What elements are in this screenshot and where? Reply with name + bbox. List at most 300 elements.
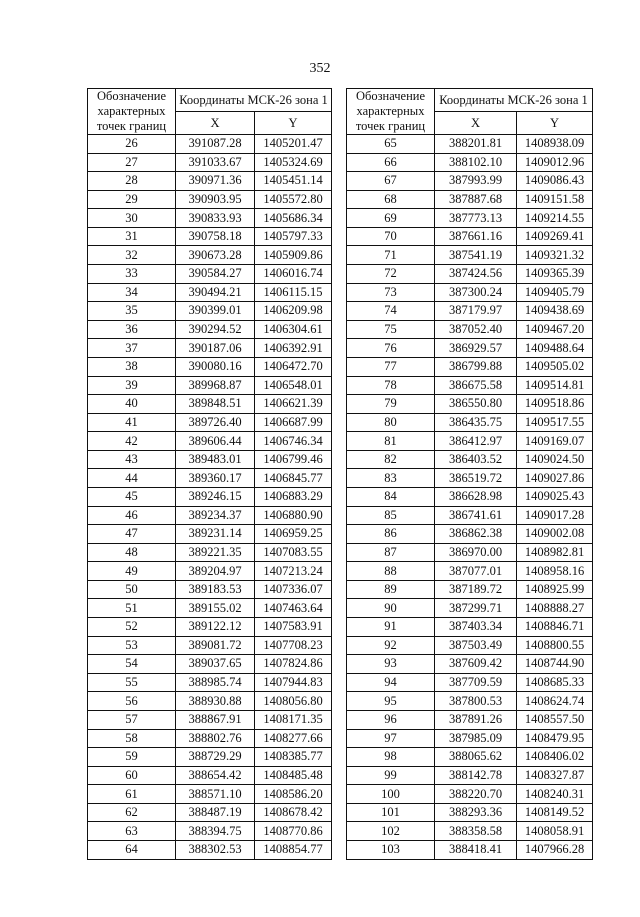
y-value-cell: 1409269.41 [517,227,593,246]
y-value-cell: 1406959.25 [255,525,332,544]
table-row [347,840,593,859]
y-value-cell: 1409024.50 [517,450,593,469]
x-header: X [435,112,517,135]
y-value-cell: 1405686.34 [255,209,332,228]
table-row [88,822,332,841]
table-row [88,190,332,209]
x-value-cell: 389246.15 [176,487,255,506]
y-value-cell: 1408327.87 [517,766,593,785]
x-value-cell: 388394.75 [176,822,255,841]
table-row [88,172,332,191]
point-id-cell: 90 [347,599,435,618]
table-row [88,376,332,395]
x-value-cell: 388358.58 [435,822,517,841]
table-row [88,320,332,339]
table-row [88,469,332,488]
y-value-cell: 1406472.70 [255,357,332,376]
y-value-cell: 1408485.48 [255,766,332,785]
point-label-header: Обозначение характерных точек границ [347,89,435,135]
y-value-cell: 1407213.24 [255,562,332,581]
x-value-cell: 387800.53 [435,692,517,711]
x-value-cell: 387993.99 [435,172,517,191]
point-id-cell: 70 [347,227,435,246]
table-row [88,153,332,172]
y-value-cell: 1409467.20 [517,320,593,339]
x-value-cell: 387424.56 [435,265,517,284]
table-row [88,450,332,469]
y-value-cell: 1408479.95 [517,729,593,748]
table-row [88,580,332,599]
y-value-cell: 1409002.08 [517,525,593,544]
x-value-cell: 389122.12 [176,618,255,637]
x-value-cell: 390080.16 [176,357,255,376]
x-value-cell: 389848.51 [176,395,255,414]
x-value-cell: 386929.57 [435,339,517,358]
table-row [88,413,332,432]
point-id-cell: 98 [347,748,435,767]
x-value-cell: 389606.44 [176,432,255,451]
x-value-cell: 388102.10 [435,153,517,172]
x-value-cell: 387403.34 [435,618,517,637]
table-row [88,506,332,525]
table-row [347,153,593,172]
point-id-cell: 47 [88,525,176,544]
y-value-cell: 1405909.86 [255,246,332,265]
x-value-cell: 390187.06 [176,339,255,358]
x-header: X [176,112,255,135]
page-number: 352 [309,61,331,76]
y-value-cell: 1408678.42 [255,803,332,822]
point-id-cell: 49 [88,562,176,581]
point-id-cell: 60 [88,766,176,785]
table-row [88,636,332,655]
x-value-cell: 388065.62 [435,748,517,767]
table-row [88,227,332,246]
point-id-cell: 27 [88,153,176,172]
x-value-cell: 389231.14 [176,525,255,544]
table-row [88,135,332,154]
point-id-cell: 59 [88,748,176,767]
y-value-cell: 1408744.90 [517,655,593,674]
point-id-cell: 95 [347,692,435,711]
point-id-cell: 55 [88,673,176,692]
table-row [88,655,332,674]
y-value-cell: 1408958.16 [517,562,593,581]
point-id-cell: 51 [88,599,176,618]
y-value-cell: 1406799.46 [255,450,332,469]
table-row [88,283,332,302]
point-id-cell: 93 [347,655,435,674]
x-value-cell: 388418.41 [435,840,517,859]
y-value-cell: 1406392.91 [255,339,332,358]
table-row [347,506,593,525]
table-row [347,543,593,562]
coords-header: Координаты МСК-26 зона 1 [176,89,332,112]
table-row [347,822,593,841]
point-id-cell: 92 [347,636,435,655]
y-value-cell: 1408557.50 [517,710,593,729]
y-value-cell: 1408770.86 [255,822,332,841]
y-value-cell: 1409405.79 [517,283,593,302]
x-value-cell: 388220.70 [435,785,517,804]
x-value-cell: 386970.00 [435,543,517,562]
point-id-cell: 50 [88,580,176,599]
x-value-cell: 387661.16 [435,227,517,246]
table-row [88,766,332,785]
x-value-cell: 387891.26 [435,710,517,729]
point-id-cell: 42 [88,432,176,451]
y-value-cell: 1408888.27 [517,599,593,618]
x-value-cell: 389081.72 [176,636,255,655]
table-row [88,357,332,376]
y-value-cell: 1406746.34 [255,432,332,451]
y-value-cell: 1407966.28 [517,840,593,859]
y-value-cell: 1406845.77 [255,469,332,488]
point-id-cell: 88 [347,562,435,581]
y-value-cell: 1408406.02 [517,748,593,767]
y-value-cell: 1408385.77 [255,748,332,767]
point-id-cell: 73 [347,283,435,302]
x-value-cell: 386675.58 [435,376,517,395]
y-value-cell: 1405797.33 [255,227,332,246]
x-value-cell: 387052.40 [435,320,517,339]
point-id-cell: 26 [88,135,176,154]
point-id-cell: 41 [88,413,176,432]
table-row [347,135,593,154]
y-value-cell: 1408800.55 [517,636,593,655]
x-value-cell: 389037.65 [176,655,255,674]
point-id-cell: 77 [347,357,435,376]
x-value-cell: 386412.97 [435,432,517,451]
point-id-cell: 75 [347,320,435,339]
point-id-cell: 99 [347,766,435,785]
table-row [347,357,593,376]
point-id-cell: 83 [347,469,435,488]
table-row [347,320,593,339]
x-value-cell: 386519.72 [435,469,517,488]
point-id-cell: 74 [347,302,435,321]
point-id-cell: 53 [88,636,176,655]
point-id-cell: 72 [347,265,435,284]
table-row [88,543,332,562]
point-id-cell: 79 [347,395,435,414]
x-value-cell: 388142.78 [435,766,517,785]
x-value-cell: 391033.67 [176,153,255,172]
table-row [347,227,593,246]
x-value-cell: 387077.01 [435,562,517,581]
table-row [347,766,593,785]
y-value-cell: 1409012.96 [517,153,593,172]
y-value-cell: 1409518.86 [517,395,593,414]
x-value-cell: 389155.02 [176,599,255,618]
x-value-cell: 387503.49 [435,636,517,655]
x-value-cell: 388487.19 [176,803,255,822]
x-value-cell: 388293.36 [435,803,517,822]
point-id-cell: 86 [347,525,435,544]
table-row [88,599,332,618]
x-value-cell: 387299.71 [435,599,517,618]
y-value-cell: 1408624.74 [517,692,593,711]
point-id-cell: 84 [347,487,435,506]
y-value-cell: 1409169.07 [517,432,593,451]
table-row [88,803,332,822]
table-row [347,209,593,228]
y-value-cell: 1405572.80 [255,190,332,209]
y-value-cell: 1409027.86 [517,469,593,488]
x-value-cell: 387179.97 [435,302,517,321]
point-id-cell: 30 [88,209,176,228]
table-row [347,618,593,637]
x-value-cell: 387773.13 [435,209,517,228]
y-value-cell: 1409365.39 [517,265,593,284]
point-id-cell: 96 [347,710,435,729]
point-id-cell: 66 [347,153,435,172]
x-value-cell: 388930.88 [176,692,255,711]
table-row [88,692,332,711]
x-value-cell: 388867.91 [176,710,255,729]
y-value-cell: 1405451.14 [255,172,332,191]
table-row [88,395,332,414]
point-id-cell: 34 [88,283,176,302]
table-row [88,432,332,451]
table-row [347,710,593,729]
point-id-cell: 80 [347,413,435,432]
y-value-cell: 1406880.90 [255,506,332,525]
point-id-cell: 78 [347,376,435,395]
point-id-cell: 39 [88,376,176,395]
coordinates-rows-left [88,135,332,860]
y-value-cell: 1408277.66 [255,729,332,748]
point-id-cell: 43 [88,450,176,469]
point-id-cell: 76 [347,339,435,358]
y-value-cell: 1406016.74 [255,265,332,284]
point-id-cell: 63 [88,822,176,841]
table-row [347,525,593,544]
point-id-cell: 89 [347,580,435,599]
x-value-cell: 389234.37 [176,506,255,525]
x-value-cell: 388985.74 [176,673,255,692]
table-row [347,283,593,302]
point-id-cell: 67 [347,172,435,191]
y-value-cell: 1407824.86 [255,655,332,674]
table-row [88,265,332,284]
table-row [88,302,332,321]
y-value-cell: 1409505.02 [517,357,593,376]
x-value-cell: 389483.01 [176,450,255,469]
point-id-cell: 58 [88,729,176,748]
y-value-cell: 1406209.98 [255,302,332,321]
y-value-cell: 1407336.07 [255,580,332,599]
y-value-cell: 1408149.52 [517,803,593,822]
table-row [347,376,593,395]
x-value-cell: 386628.98 [435,487,517,506]
x-value-cell: 388729.29 [176,748,255,767]
table-row [347,302,593,321]
point-id-cell: 32 [88,246,176,265]
table-row [347,450,593,469]
x-value-cell: 389183.53 [176,580,255,599]
point-id-cell: 69 [347,209,435,228]
point-id-cell: 91 [347,618,435,637]
table-row [347,246,593,265]
y-value-cell: 1408058.91 [517,822,593,841]
y-value-cell: 1407083.55 [255,543,332,562]
x-value-cell: 387985.09 [435,729,517,748]
x-value-cell: 388201.81 [435,135,517,154]
table-row [88,673,332,692]
x-value-cell: 388571.10 [176,785,255,804]
x-value-cell: 386435.75 [435,413,517,432]
table-row [347,580,593,599]
x-value-cell: 390584.27 [176,265,255,284]
x-value-cell: 386403.52 [435,450,517,469]
table-row [347,432,593,451]
table-row [88,710,332,729]
coords-header: Координаты МСК-26 зона 1 [435,89,593,112]
x-value-cell: 390758.18 [176,227,255,246]
y-value-cell: 1406883.29 [255,487,332,506]
point-id-cell: 33 [88,265,176,284]
x-value-cell: 390833.93 [176,209,255,228]
y-value-cell: 1408938.09 [517,135,593,154]
x-value-cell: 388802.76 [176,729,255,748]
y-value-cell: 1408846.71 [517,618,593,637]
table-row [88,748,332,767]
point-id-cell: 36 [88,320,176,339]
point-id-cell: 35 [88,302,176,321]
point-id-cell: 56 [88,692,176,711]
y-value-cell: 1407944.83 [255,673,332,692]
y-value-cell: 1407583.91 [255,618,332,637]
y-value-cell: 1408854.77 [255,840,332,859]
y-header: Y [255,112,332,135]
table-row [347,469,593,488]
y-value-cell: 1406621.39 [255,395,332,414]
x-value-cell: 386550.80 [435,395,517,414]
table-row [88,729,332,748]
point-id-cell: 54 [88,655,176,674]
point-id-cell: 85 [347,506,435,525]
y-value-cell: 1409017.28 [517,506,593,525]
point-id-cell: 101 [347,803,435,822]
y-value-cell: 1406548.01 [255,376,332,395]
y-value-cell: 1409514.81 [517,376,593,395]
point-id-cell: 57 [88,710,176,729]
table-row [88,618,332,637]
table-row [347,172,593,191]
x-value-cell: 390399.01 [176,302,255,321]
table-row [347,785,593,804]
x-value-cell: 389204.97 [176,562,255,581]
x-value-cell: 390903.95 [176,190,255,209]
point-id-cell: 103 [347,840,435,859]
x-value-cell: 389726.40 [176,413,255,432]
y-value-cell: 1409025.43 [517,487,593,506]
x-value-cell: 387300.24 [435,283,517,302]
table-row [347,636,593,655]
point-id-cell: 29 [88,190,176,209]
point-id-cell: 37 [88,339,176,358]
point-id-cell: 97 [347,729,435,748]
table-row [347,395,593,414]
y-value-cell: 1409517.55 [517,413,593,432]
x-value-cell: 387609.42 [435,655,517,674]
table-row [347,562,593,581]
x-value-cell: 390971.36 [176,172,255,191]
y-value-cell: 1408240.31 [517,785,593,804]
point-id-cell: 45 [88,487,176,506]
table-row [347,265,593,284]
table-row [347,190,593,209]
table-row [88,487,332,506]
y-value-cell: 1405201.47 [255,135,332,154]
x-value-cell: 386799.88 [435,357,517,376]
table-row [347,655,593,674]
point-id-cell: 71 [347,246,435,265]
coordinates-table-left [87,88,332,860]
y-value-cell: 1408925.99 [517,580,593,599]
y-value-cell: 1409438.69 [517,302,593,321]
y-value-cell: 1409086.43 [517,172,593,191]
point-id-cell: 38 [88,357,176,376]
y-value-cell: 1405324.69 [255,153,332,172]
x-value-cell: 390294.52 [176,320,255,339]
x-value-cell: 389221.35 [176,543,255,562]
table-row [347,803,593,822]
y-value-cell: 1408982.81 [517,543,593,562]
table-row [88,785,332,804]
y-value-cell: 1409488.64 [517,339,593,358]
y-value-cell: 1409321.32 [517,246,593,265]
table-row [347,692,593,711]
point-id-cell: 31 [88,227,176,246]
x-value-cell: 391087.28 [176,135,255,154]
point-id-cell: 64 [88,840,176,859]
point-id-cell: 62 [88,803,176,822]
x-value-cell: 387541.19 [435,246,517,265]
point-id-cell: 46 [88,506,176,525]
point-label-header: Обозначение характерных точек границ [88,89,176,135]
table-row [347,339,593,358]
table-row [347,487,593,506]
table-row [347,673,593,692]
x-value-cell: 387887.68 [435,190,517,209]
x-value-cell: 388302.53 [176,840,255,859]
point-id-cell: 81 [347,432,435,451]
table-row [88,339,332,358]
table-row [88,209,332,228]
table-row [347,748,593,767]
point-id-cell: 48 [88,543,176,562]
y-value-cell: 1406304.61 [255,320,332,339]
table-row [88,840,332,859]
point-id-cell: 94 [347,673,435,692]
point-id-cell: 82 [347,450,435,469]
y-value-cell: 1409151.58 [517,190,593,209]
table-row [347,413,593,432]
x-value-cell: 388654.42 [176,766,255,785]
table-row [347,729,593,748]
point-id-cell: 61 [88,785,176,804]
coordinates-table-right [346,88,593,860]
point-id-cell: 100 [347,785,435,804]
y-value-cell: 1409214.55 [517,209,593,228]
point-id-cell: 65 [347,135,435,154]
x-value-cell: 386862.38 [435,525,517,544]
x-value-cell: 390494.21 [176,283,255,302]
table-row [347,599,593,618]
point-id-cell: 40 [88,395,176,414]
